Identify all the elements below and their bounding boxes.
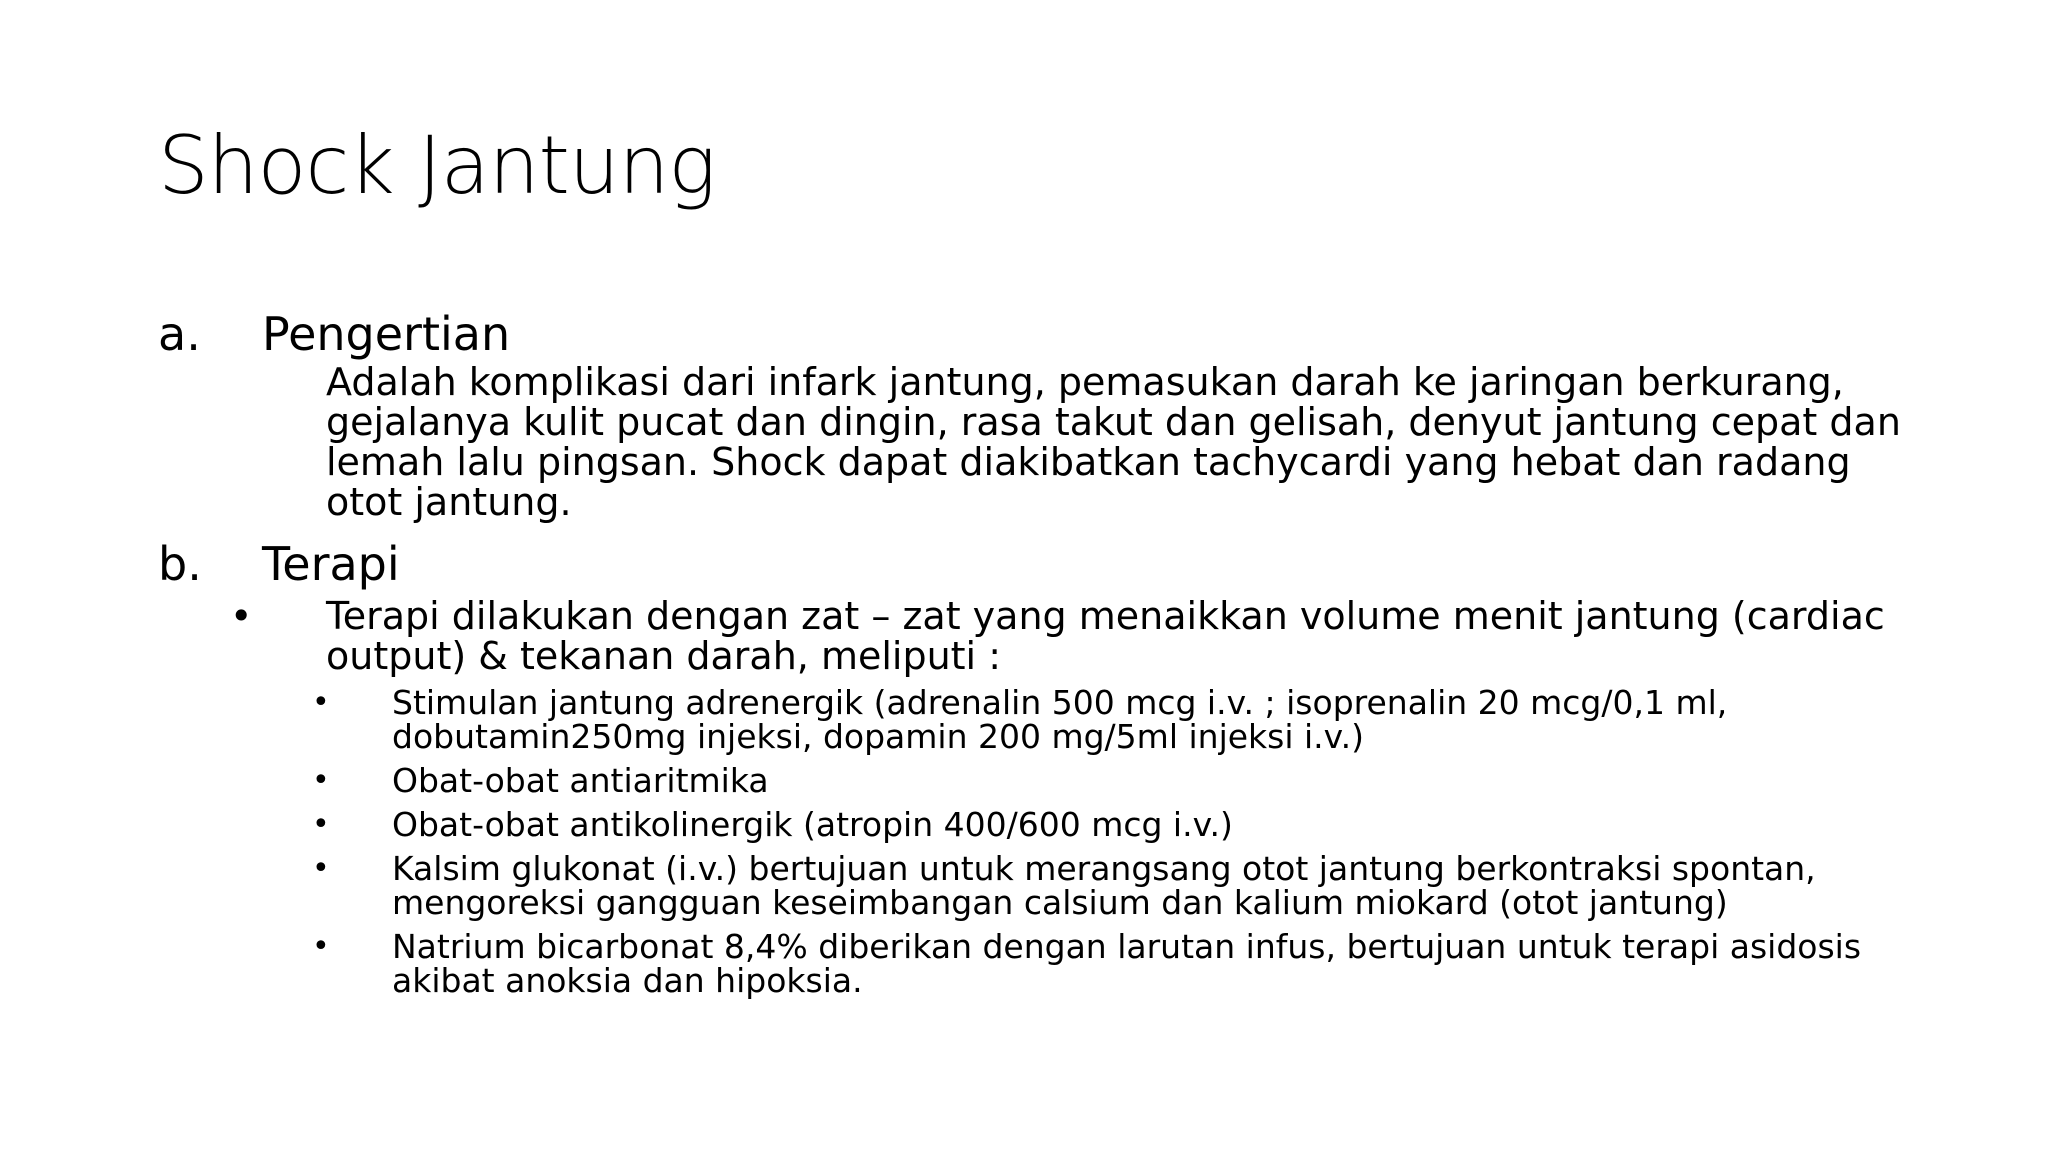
therapy-sub-list xyxy=(158,683,1958,1000)
list-item-line: Stimulan jantung adrenergik (adrenalin 500 mcg i.v. ; isoprenalin 20 mcg/0,1 ml, xyxy=(392,683,1728,722)
definition-paragraph xyxy=(326,362,2048,522)
list-item xyxy=(158,849,1958,922)
list-item-line: Kalsim glukonat (i.v.) bertujuan untuk merangsang otot jantung berkontraksi spontan, xyxy=(392,849,1816,888)
bullet-icon: • xyxy=(312,763,330,798)
slide-content xyxy=(158,306,1958,1008)
bullet-line: Terapi dilakukan dengan zat – zat yang menaikkan volume menit jantung (cardiac xyxy=(326,594,1885,638)
section-marker: b. xyxy=(158,537,202,591)
paragraph-line: otot jantung. xyxy=(326,480,572,524)
bullet-icon: • xyxy=(312,685,330,720)
section-heading: Terapi xyxy=(262,537,400,591)
paragraph-line: gejalanya kulit pucat dan dingin, rasa takut dan gelisah, denyut jantung cepat dan xyxy=(326,400,1901,444)
list-item-line: dobutamin250mg injeksi, dopamin 200 mg/5ml injeksi i.v.) xyxy=(392,717,1364,756)
list-item xyxy=(158,761,1958,800)
bullet-icon: • xyxy=(312,929,330,964)
list-item-line: Obat-obat antiaritmika xyxy=(392,761,769,800)
list-item xyxy=(158,927,1958,1000)
paragraph-line: Adalah komplikasi dari infark jantung, pemasukan darah ke jaringan berkurang, xyxy=(326,360,1844,404)
bullet-icon: • xyxy=(312,851,330,886)
slide-title: Shock Jantung xyxy=(158,119,716,212)
bullet-line: output) & tekanan darah, meliputi : xyxy=(326,634,1002,678)
paragraph-line: lemah lalu pingsan. Shock dapat diakibatkan tachycardi yang hebat dan radang xyxy=(326,440,1851,484)
therapy-bullet xyxy=(158,596,1958,676)
list-item xyxy=(158,683,1958,756)
section-heading: Pengertian xyxy=(262,307,511,361)
section-marker: a. xyxy=(158,307,201,361)
list-item-line: Natrium bicarbonat 8,4% diberikan dengan larutan infus, bertujuan untuk terapi asidosis xyxy=(392,927,1862,966)
list-item xyxy=(158,805,1958,844)
bullet-icon: • xyxy=(312,807,330,842)
section-heading-terapi xyxy=(158,536,1958,592)
section-heading-pengertian xyxy=(158,306,1958,362)
bullet-icon: • xyxy=(230,594,253,638)
list-item-line: Obat-obat antikolinergik (atropin 400/600 mcg i.v.) xyxy=(392,805,1233,844)
list-item-line: mengoreksi gangguan keseimbangan calsium dan kalium miokard (otot jantung) xyxy=(392,883,1728,922)
list-item-line: akibat anoksia dan hipoksia. xyxy=(392,961,863,1000)
